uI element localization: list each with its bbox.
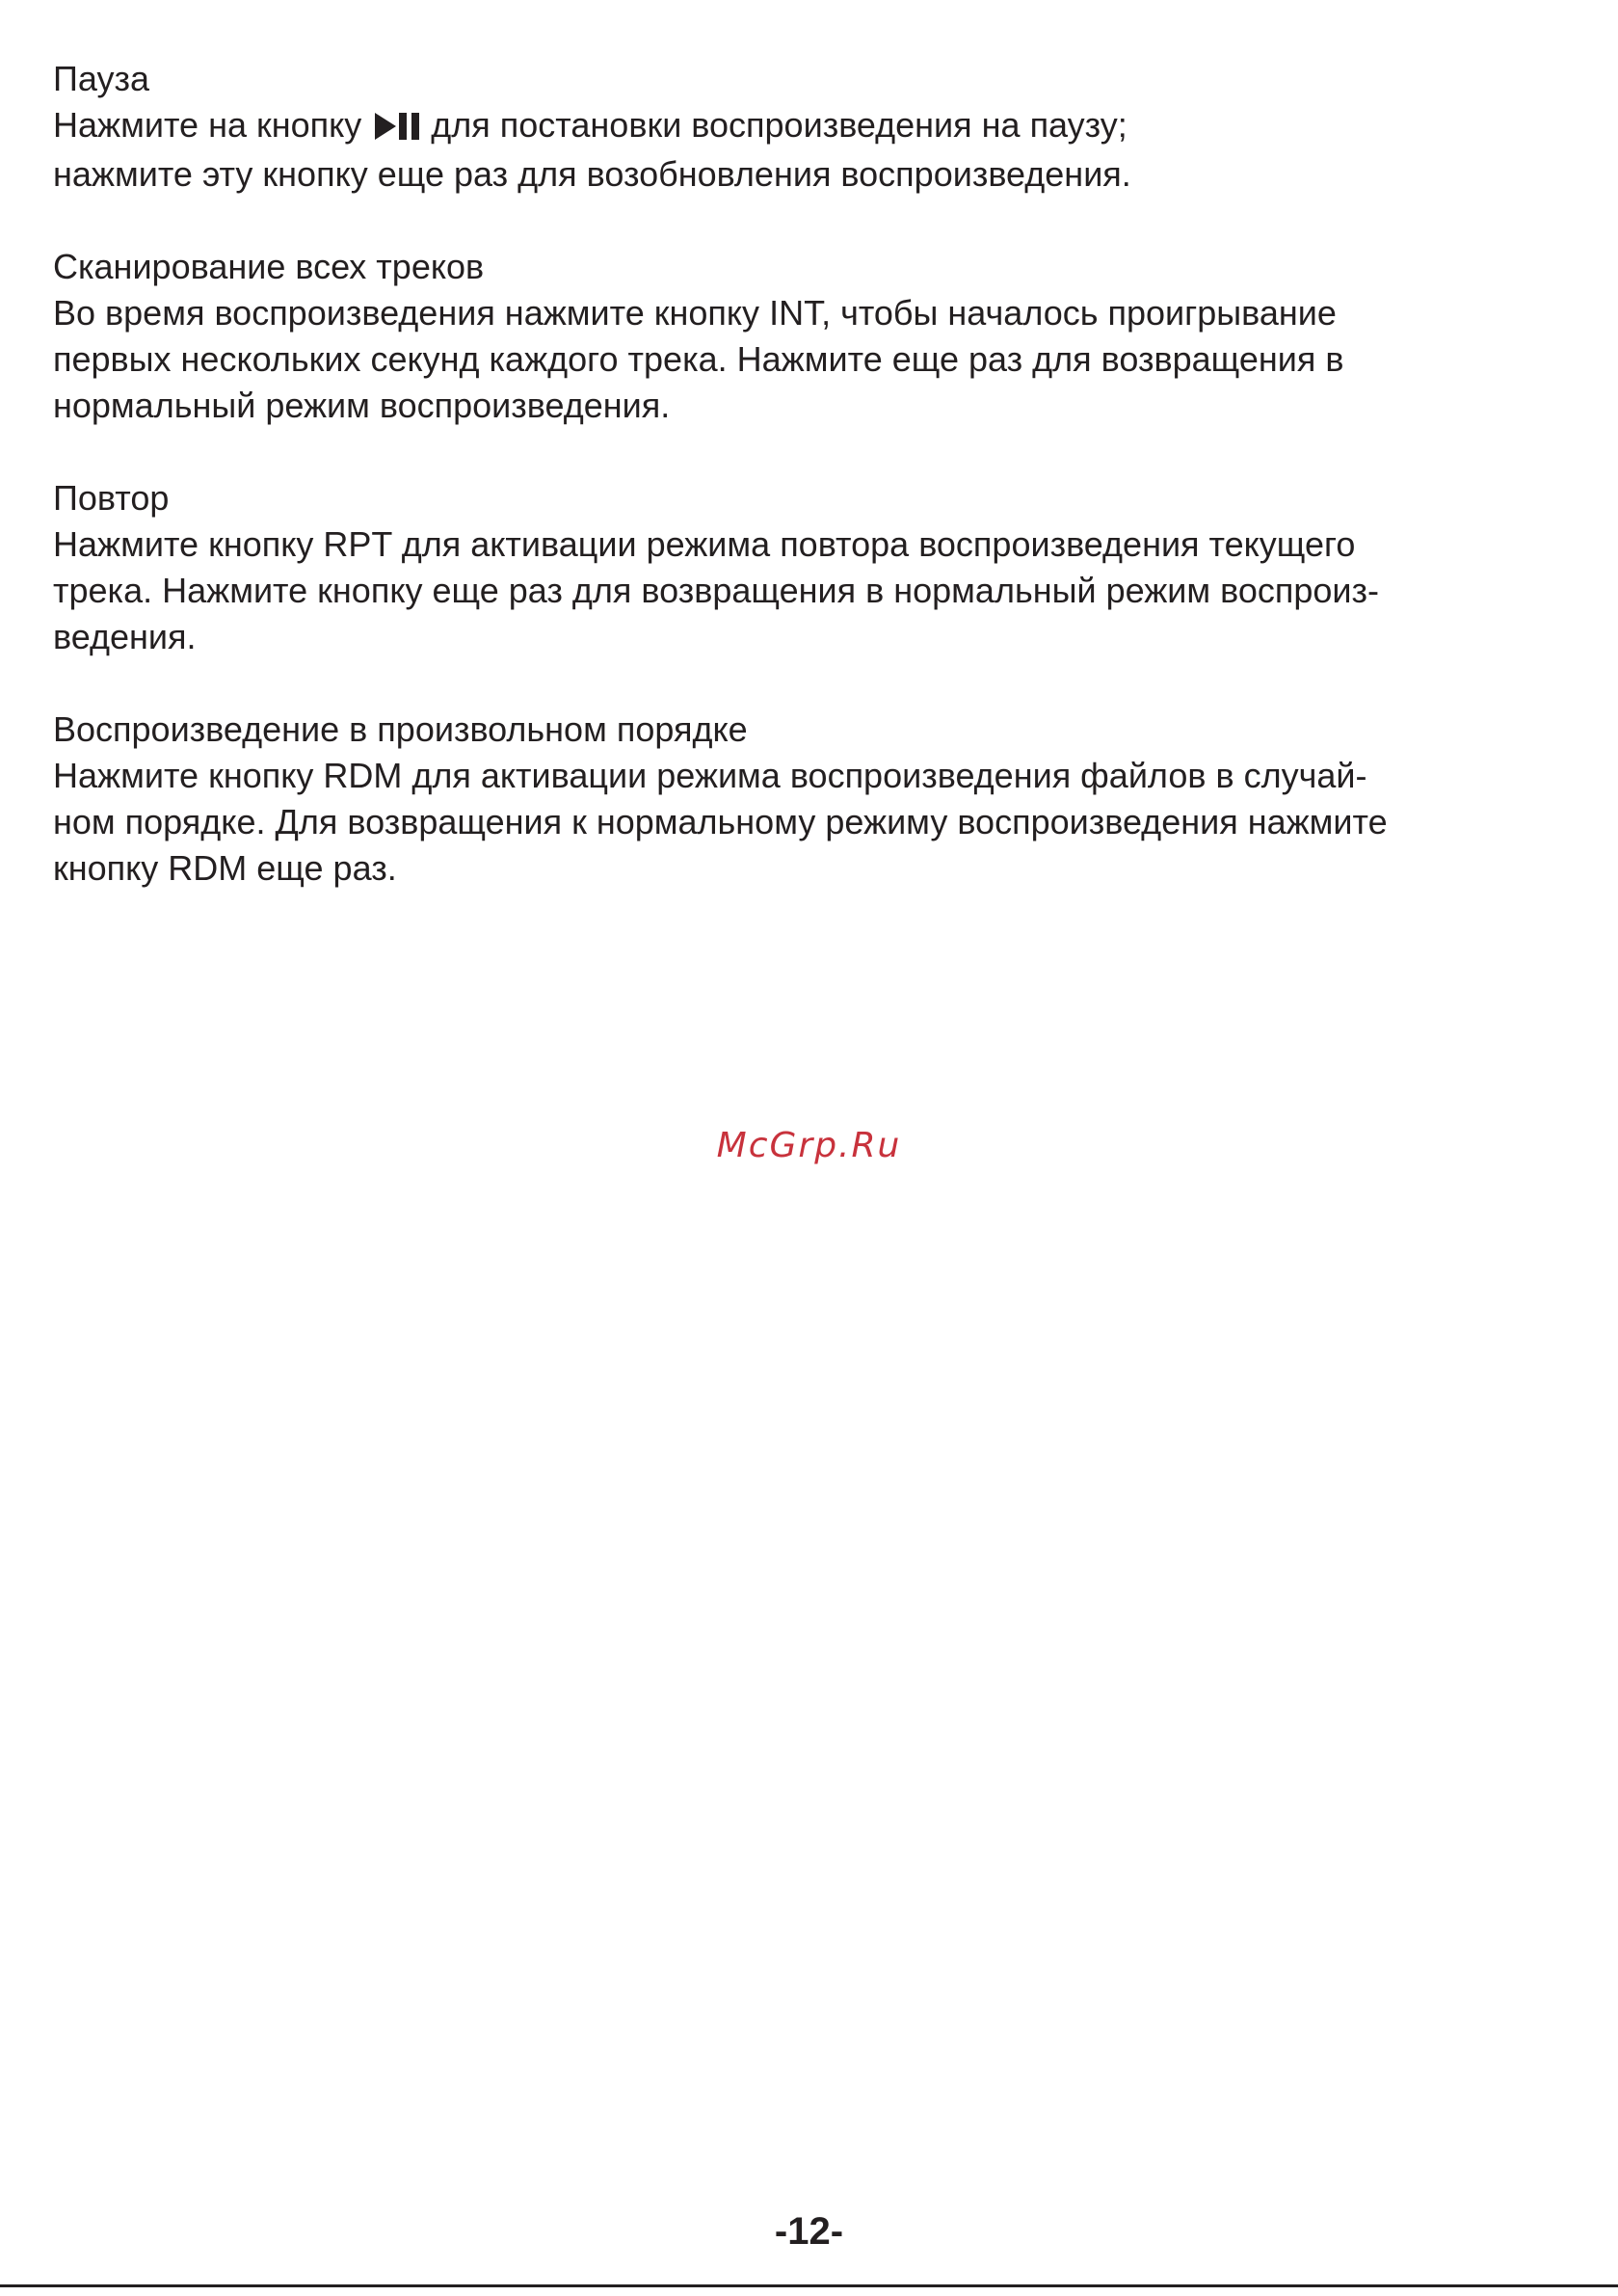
section-heading: Сканирование всех треков — [53, 247, 485, 286]
line-text: Нажмите на кнопку — [53, 105, 362, 145]
section-scan-tracks — [53, 244, 1566, 429]
section-line: ведения. — [53, 617, 197, 656]
manual-page-content — [53, 56, 1566, 938]
section-heading: Воспроизведение в произвольном порядке — [53, 709, 748, 749]
section-repeat — [53, 475, 1566, 660]
section-pause — [53, 56, 1566, 198]
line-text: для постановки воспроизведения на паузу; — [431, 105, 1127, 145]
section-line: трека. Нажмите кнопку еще раз для возвращения в нормальный режим воспроиз- — [53, 571, 1380, 610]
play-pause-icon — [375, 105, 425, 151]
bottom-divider — [0, 2284, 1618, 2287]
watermark: McGrp.Ru — [716, 1126, 902, 1165]
section-random-play — [53, 707, 1566, 892]
section-line: ном порядке. Для возвращения к нормальному режиму воспроизведения нажмите — [53, 802, 1388, 841]
section-line: Нажмите кнопку RDM для активации режима воспроизведения файлов в случай- — [53, 756, 1367, 795]
section-line — [53, 102, 1566, 151]
section-line: кнопку RDM еще раз. — [53, 848, 397, 888]
section-heading: Пауза — [53, 59, 150, 98]
section-line: нормальный режим воспроизведения. — [53, 386, 671, 425]
section-line: первых нескольких секунд каждого трека. Нажмите еще раз для возвращения в — [53, 339, 1344, 379]
section-line: нажмите эту кнопку еще раз для возобновления воспроизведения. — [53, 154, 1131, 194]
page-number: -12- — [774, 2210, 844, 2253]
section-line: Нажмите кнопку RPT для активации режима повтора воспроизведения текущего — [53, 524, 1356, 564]
section-line: Во время воспроизведения нажмите кнопку INT, чтобы началось проигрывание — [53, 293, 1337, 333]
section-heading: Повтор — [53, 478, 170, 518]
